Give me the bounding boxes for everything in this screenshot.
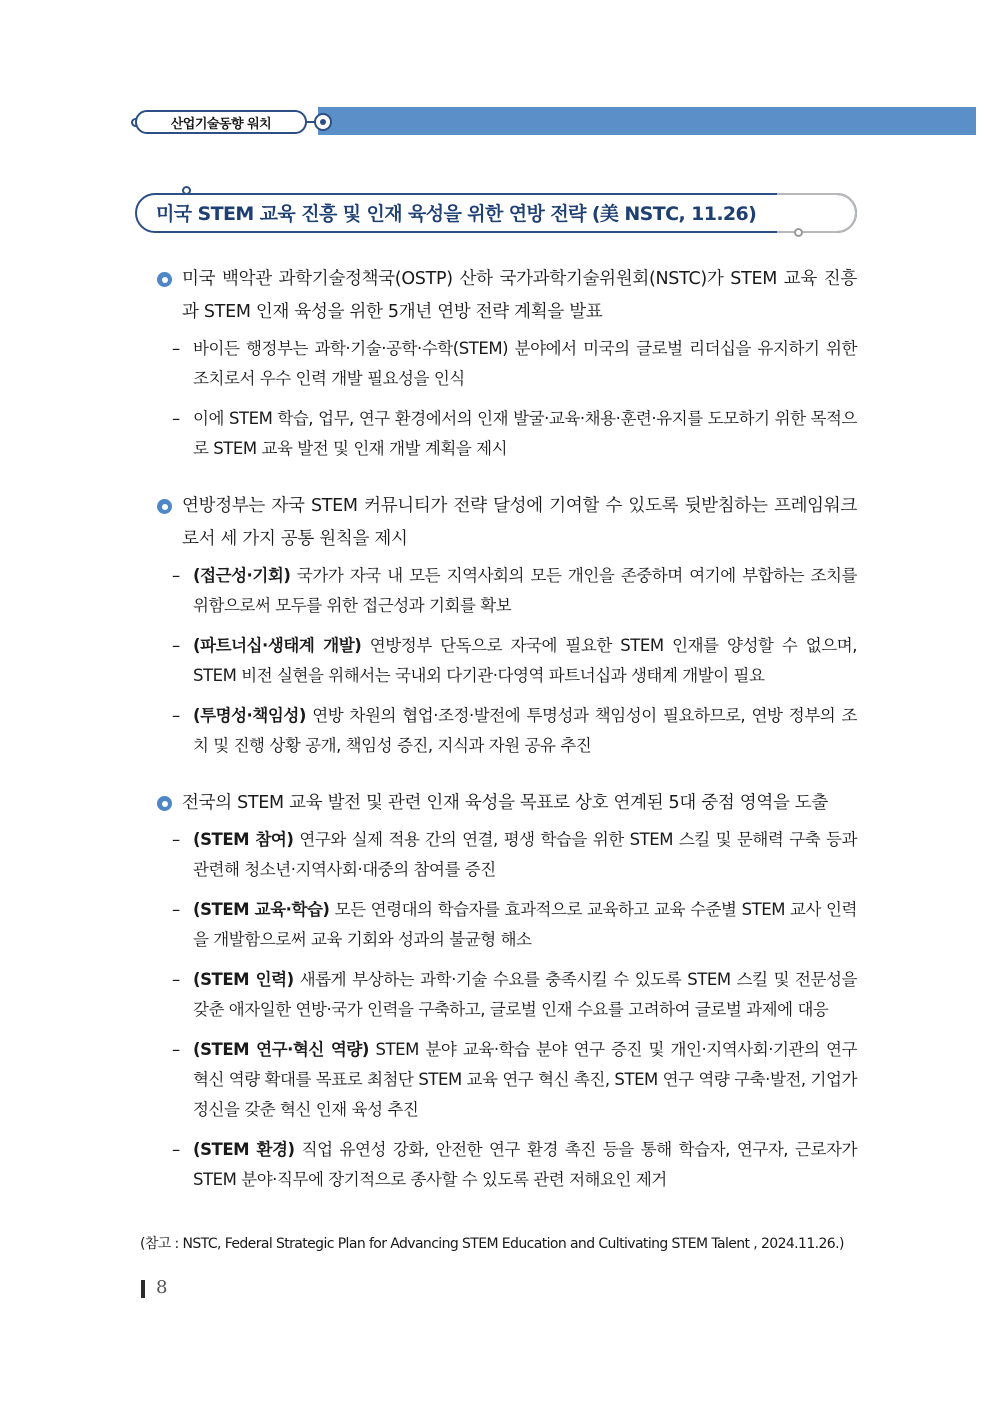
article-title: 미국 STEM 교육 진흥 및 인재 육성을 위한 연방 전략 (美 NSTC, 11.26): [156, 203, 757, 225]
header-band: [318, 107, 976, 135]
bullet-point: [155, 490, 857, 556]
sub-point: [155, 1135, 857, 1195]
dash-icon: –: [172, 1040, 180, 1059]
sub-point: [155, 404, 857, 464]
circle-bullet-icon: [157, 796, 172, 811]
sub-heading: (STEM 연구·혁신 역량): [193, 1040, 369, 1059]
circle-bullet-icon: [157, 272, 172, 287]
title-box-accent: [777, 193, 857, 233]
sub-point: [155, 825, 857, 885]
sub-heading: (투명성·책임성): [193, 706, 306, 725]
sub-point: [155, 895, 857, 955]
reference-note: (참고 : NSTC, Federal Strategic Plan for Advancing STEM Education and Cultivating STEM Talent , 2024.11.26.): [140, 1236, 844, 1252]
sub-text: STEM 분야 교육·학습 분야 연구 증진 및 개인·지역사회·기관의 연구 혁신 역량 확대를 목표로 최첨단 STEM 교육 연구 혁신 촉진, STEM 연구 역량 구축·발전, 기업가정신을 갖춘 혁신 인재 육성 추진: [193, 1040, 857, 1119]
sub-point: [155, 701, 857, 761]
header-dot-right-icon: [314, 113, 332, 131]
sub-point: [155, 1035, 857, 1125]
bullet-text: 연방정부는 자국 STEM 커뮤니티가 전략 달성에 기여할 수 있도록 뒷받침하는 프레임워크로서 세 가지 공통 원칙을 제시: [182, 496, 857, 549]
sub-text: 바이든 행정부는 과학·기술·공학·수학(STEM) 분야에서 미국의 글로벌 리더십을 유지하기 위한 조치로서 우수 인력 개발 필요성을 인식: [193, 339, 857, 388]
bullet-point: [155, 787, 857, 820]
dash-icon: –: [172, 1140, 180, 1159]
sub-point: [155, 561, 857, 621]
sub-text: 새롭게 부상하는 과학·기술 수요를 충족시킬 수 있도록 STEM 스킬 및 전문성을 갖춘 애자일한 연방·국가 인력을 구축하고, 글로벌 인재 수요를 고려하여 글로벌 과제에 대응: [193, 970, 858, 1019]
dash-icon: –: [172, 970, 180, 989]
dash-icon: –: [172, 636, 180, 655]
sub-text: 모든 연령대의 학습자를 효과적으로 교육하고 교육 수준별 STEM 교사 인력을 개발함으로써 교육 기회와 성과의 불균형 해소: [193, 900, 858, 949]
sub-point: [155, 631, 857, 691]
page-number: 8: [156, 1277, 168, 1298]
circle-bullet-icon: [157, 499, 172, 514]
page-marker: [141, 1280, 145, 1298]
sub-heading: (STEM 환경): [193, 1140, 295, 1159]
article-body: [155, 263, 857, 1205]
header-section-label: [135, 110, 307, 134]
header-label-text: 산업기술동향 워치: [170, 116, 272, 132]
sub-point: [155, 965, 857, 1025]
sub-heading: (파트너십·생태계 개발): [193, 636, 362, 655]
dash-icon: –: [172, 409, 180, 428]
sub-point: [155, 334, 857, 394]
bullet-text: 미국 백악관 과학기술정책국(OSTP) 산하 국가과학기술위원회(NSTC)가 STEM 교육 진흥과 STEM 인재 육성을 위한 5개년 연방 전략 계획을 발표: [182, 269, 857, 322]
sub-text: 이에 STEM 학습, 업무, 연구 환경에서의 인재 발굴·교육·채용·훈련·유지를 도모하기 위한 목적으로 STEM 교육 발전 및 인재 개발 계획을 제시: [193, 409, 857, 458]
sub-heading: (접근성·기회): [193, 566, 291, 585]
title-dot-bottom-icon: [794, 228, 803, 237]
dash-icon: –: [172, 706, 180, 725]
bullet-text: 전국의 STEM 교육 발전 및 관련 인재 육성을 목표로 상호 연계된 5대 중점 영역을 도출: [182, 793, 829, 813]
dash-icon: –: [172, 566, 180, 585]
sub-heading: (STEM 교육·학습): [193, 900, 330, 919]
bullet-point: [155, 263, 857, 329]
sub-text: 연방정부 단독으로 자국에 필요한 STEM 인재를 양성할 수 없으며, STEM 비전 실현을 위해서는 국내외 다기관·다영역 파트너십과 생태계 개발이 필요: [193, 636, 858, 685]
dash-icon: –: [172, 339, 180, 358]
sub-text: 연방 차원의 협업·조정·발전에 투명성과 책임성이 필요하므로, 연방 정부의 조치 및 진행 상황 공개, 책임성 증진, 지식과 자원 공유 추진: [193, 706, 857, 755]
sub-heading: (STEM 참여): [193, 830, 294, 849]
sub-text: 직업 유연성 강화, 안전한 연구 환경 촉진 등을 통해 학습자, 연구자, 근로자가 STEM 분야·직무에 장기적으로 종사할 수 있도록 관련 저해요인 제거: [193, 1140, 858, 1189]
sub-heading: (STEM 인력): [193, 970, 294, 989]
dash-icon: –: [172, 830, 180, 849]
dash-icon: –: [172, 900, 180, 919]
sub-text: 연구와 실제 적용 간의 연결, 평생 학습을 위한 STEM 스킬 및 문해력 구축 등과 관련해 청소년·지역사회·대중의 참여를 증진: [193, 830, 858, 879]
sub-text: 국가가 자국 내 모든 지역사회의 모든 개인을 존중하며 여기에 부합하는 조치를 위함으로써 모두를 위한 접근성과 기회를 확보: [193, 566, 857, 615]
title-dot-top-icon: [182, 186, 191, 195]
